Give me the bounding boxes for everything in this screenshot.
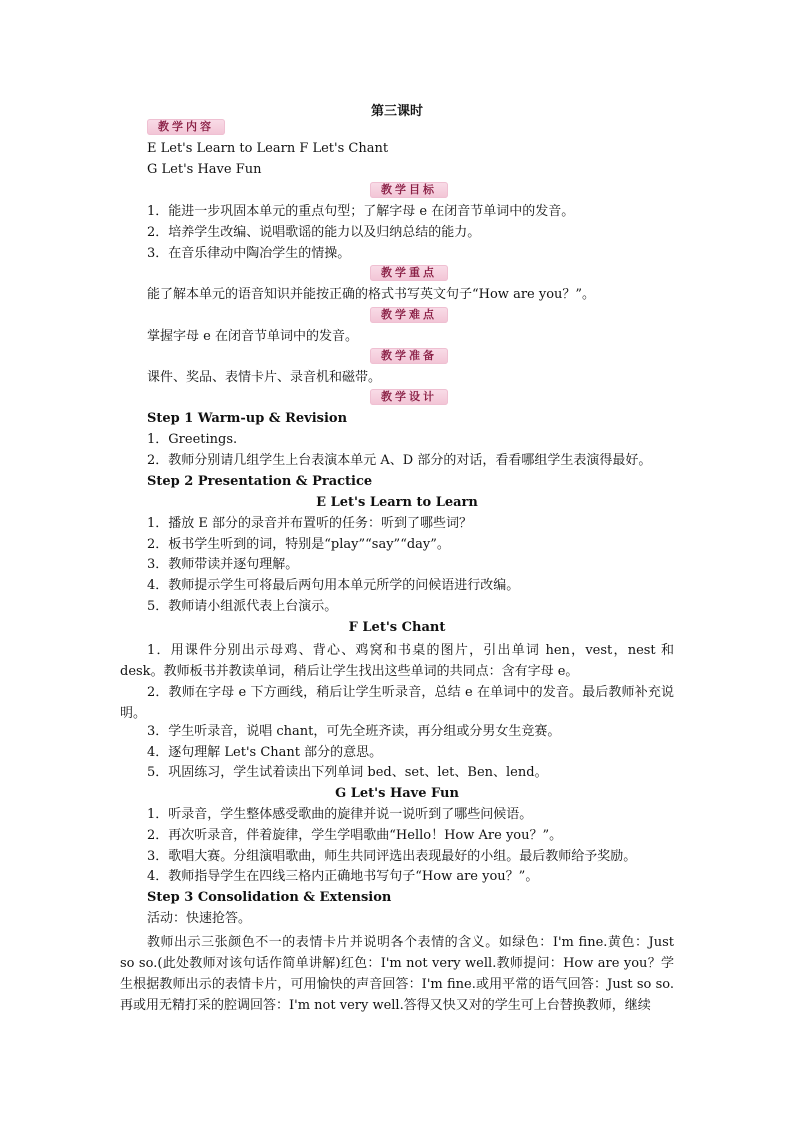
tag-preparation: 教学准备 xyxy=(370,348,448,364)
objective-item: 1．能进一步巩固本单元的重点句型；了解字母 e 在闭音节单词中的发音。 xyxy=(147,204,575,219)
step2-title: Step 2 Presentation & Practice xyxy=(147,474,373,489)
section-e-item: 3．教师带读并逐句理解。 xyxy=(147,557,299,572)
preparation-text: 课件、奖品、表情卡片、录音机和磁带。 xyxy=(147,370,382,385)
section-g-item: 1．听录音，学生整体感受歌曲的旋律并说一说听到了哪些问候语。 xyxy=(147,807,533,822)
section-f-item: 5．巩固练习，学生试着读出下列单词 bed、set、let、Ben、lend。 xyxy=(147,765,548,780)
difficulty-text: 掌握字母 e 在闭音节单词中的发音。 xyxy=(147,329,358,344)
tag-teaching-design: 教学设计 xyxy=(370,389,448,405)
lesson-title: 第三课时 xyxy=(370,104,423,119)
section-g-item: 3．歌唱大赛。分组演唱歌曲，师生共同评选出表现最好的小组。最后教师给予奖励。 xyxy=(147,849,637,864)
section-e-item: 5．教师请小组派代表上台演示。 xyxy=(147,599,338,614)
tag-key-points: 教学重点 xyxy=(370,265,448,281)
section-e-item: 2．板书学生听到的词，特别是“play”“say”“day”。 xyxy=(147,537,450,552)
section-e-title: E Let's Learn to Learn xyxy=(316,495,478,510)
section-e-item: 4．教师提示学生可将最后两句用本单元所学的问候语进行改编。 xyxy=(147,578,520,593)
step3-paragraph: 教师出示三张颜色不一的表情卡片并说明各个表情的含义。如绿色：I'm fine.黄色：Just so so.(此处教师对该句话作简单讲解)红色：I'm not very well.教师提问：How are you？学生根据教师出示的表情卡片，可用愉快的声音回答：I'm fine.或用平常的语气回答：Just so so.再或用无精打采的腔调回答：I'm not very well.答得又快又对的学生可上台替换教师，继续 xyxy=(120,935,674,1013)
step1-item: 2．教师分别请几组学生上台表演本单元 A、D 部分的对话，看看哪组学生表演得最好。 xyxy=(147,453,652,468)
section-g-item: 4．教师指导学生在四线三格内正确地书写句子“How are you？”。 xyxy=(147,869,539,884)
section-f-item: 4．逐句理解 Let's Chant 部分的意思。 xyxy=(147,745,383,760)
tag-teaching-objectives: 教学目标 xyxy=(370,182,448,198)
tag-difficulties: 教学难点 xyxy=(370,307,448,323)
section-g-title: G Let's Have Fun xyxy=(335,786,459,801)
section-f-item: 3．学生听录音，说唱 chant，可先全班齐读，再分组或分男女生竞赛。 xyxy=(147,724,561,739)
section-f-item: 2．教师在字母 e 下方画线，稍后让学生听录音，总结 e 在单词中的发音。最后教师补充说明。 xyxy=(120,685,674,721)
section-f-title: F Let's Chant xyxy=(348,620,446,635)
section-e-item: 1．播放 E 部分的录音并布置听的任务：听到了哪些词？ xyxy=(147,516,473,531)
key-point-text: 能了解本单元的语音知识并能按正确的格式书写英文句子“How are you？”。 xyxy=(147,287,596,302)
section-f-item: 1．用课件分别出示母鸡、背心、鸡窝和书桌的图片，引出单词 hen，vest，nest 和 desk。教师板书并教读单词，稍后让学生找出这些单词的共同点：含有字母 e。 xyxy=(120,643,674,679)
tag-teaching-content: 教学内容 xyxy=(147,119,225,135)
step3-title: Step 3 Consolidation & Extension xyxy=(147,890,392,905)
step1-title: Step 1 Warm-up & Revision xyxy=(147,411,348,426)
content-line: G Let's Have Fun xyxy=(147,162,262,177)
step3-activity: 活动：快速抢答。 xyxy=(147,911,252,926)
objective-item: 3．在音乐律动中陶冶学生的情操。 xyxy=(147,246,351,261)
step1-item: 1．Greetings. xyxy=(147,432,238,447)
objective-item: 2．培养学生改编、说唱歌谣的能力以及归纳总结的能力。 xyxy=(147,225,481,240)
section-g-item: 2．再次听录音，伴着旋律，学生学唱歌曲“Hello！How Are you？”。 xyxy=(147,828,563,843)
content-line: E Let's Learn to Learn F Let's Chant xyxy=(147,141,389,156)
